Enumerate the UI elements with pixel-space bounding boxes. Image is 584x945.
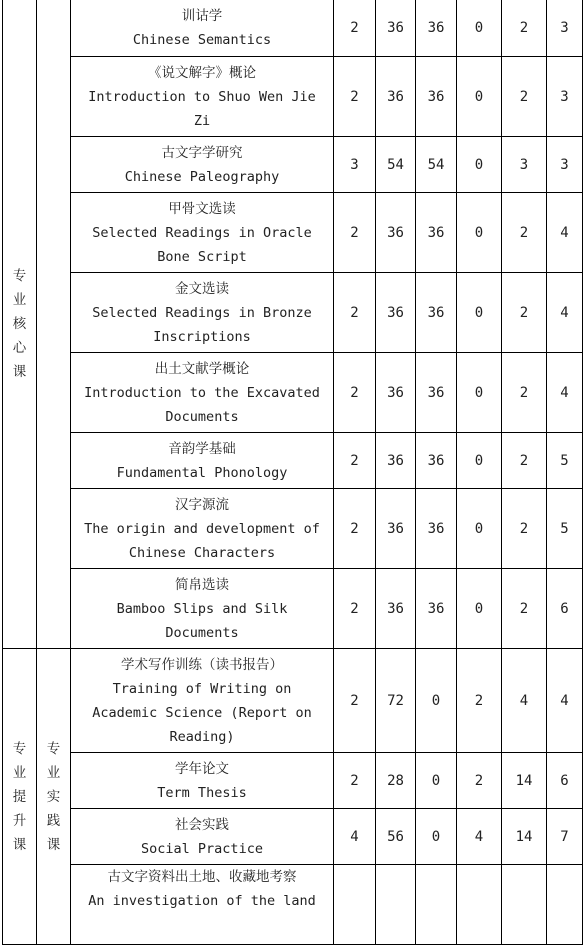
credits-cell: 2 xyxy=(334,193,376,273)
lecture-hours-cell: 36 xyxy=(416,489,457,569)
practice-hours-cell xyxy=(457,865,502,945)
lecture-hours-cell: 36 xyxy=(416,273,457,353)
weekly-hours-cell: 14 xyxy=(502,809,547,865)
course-name-cn: 社会实践 xyxy=(175,816,229,833)
category-cell-advanced xyxy=(3,649,37,945)
course-name-cn: 音韵学基础 xyxy=(168,440,236,457)
course-name-cell xyxy=(71,753,334,809)
course-name-en: Selected Readings in Bronze Inscriptions xyxy=(92,304,312,345)
category-cell-core xyxy=(3,0,37,649)
semester-cell: 5 xyxy=(547,433,583,489)
course-name-cell xyxy=(71,193,334,273)
course-name-en: Fundamental Phonology xyxy=(116,464,288,481)
course-name-cell xyxy=(71,0,334,57)
lecture-hours-cell: 0 xyxy=(416,753,457,809)
course-name-cell xyxy=(71,489,334,569)
total-hours-cell: 36 xyxy=(376,193,416,273)
semester-cell: 6 xyxy=(547,569,583,649)
semester-cell: 3 xyxy=(547,57,583,137)
table-row xyxy=(3,353,583,433)
table-row xyxy=(3,809,583,865)
course-name-cell xyxy=(71,649,334,753)
semester-cell: 7 xyxy=(547,809,583,865)
credits-cell: 2 xyxy=(334,649,376,753)
practice-hours-cell: 2 xyxy=(457,649,502,753)
total-hours-cell: 36 xyxy=(376,433,416,489)
table-row xyxy=(3,57,583,137)
credits-cell: 2 xyxy=(334,0,376,57)
credits-cell: 2 xyxy=(334,353,376,433)
table-row xyxy=(3,193,583,273)
total-hours-cell: 56 xyxy=(376,809,416,865)
credits-cell: 2 xyxy=(334,273,376,353)
subcategory-cell-practice xyxy=(37,649,71,945)
practice-hours-cell: 0 xyxy=(457,273,502,353)
course-name-cell xyxy=(71,57,334,137)
semester-cell: 3 xyxy=(547,137,583,193)
total-hours-cell: 72 xyxy=(376,649,416,753)
weekly-hours-cell: 2 xyxy=(502,433,547,489)
course-name-cn: 古文字资料出土地、收藏地考察 xyxy=(107,869,297,885)
course-name-cn: 汉字源流 xyxy=(175,496,229,513)
total-hours-cell: 28 xyxy=(376,753,416,809)
total-hours-cell xyxy=(376,865,416,945)
course-name-cn: 简帛选读 xyxy=(175,576,229,593)
lecture-hours-cell: 36 xyxy=(416,0,457,57)
weekly-hours-cell: 2 xyxy=(502,0,547,57)
weekly-hours-cell: 4 xyxy=(502,649,547,753)
course-name-cn: 训诂学 xyxy=(181,8,223,24)
table-row xyxy=(3,0,583,57)
table-row xyxy=(3,753,583,809)
semester-cell xyxy=(547,865,583,945)
weekly-hours-cell: 2 xyxy=(502,57,547,137)
course-name-en: Chinese Paleography xyxy=(124,168,280,185)
practice-hours-cell: 0 xyxy=(457,489,502,569)
course-name-en: Social Practice xyxy=(141,840,263,857)
weekly-hours-cell xyxy=(502,865,547,945)
practice-hours-cell: 2 xyxy=(457,753,502,809)
course-name-cell xyxy=(71,433,334,489)
category-label: 专业核心课 xyxy=(12,268,27,380)
course-name-en: Introduction to the Excavated Documents xyxy=(84,384,320,425)
weekly-hours-cell: 2 xyxy=(502,569,547,649)
table-row xyxy=(3,433,583,489)
semester-cell: 6 xyxy=(547,753,583,809)
practice-hours-cell: 0 xyxy=(457,569,502,649)
weekly-hours-cell: 2 xyxy=(502,193,547,273)
credits-cell: 2 xyxy=(334,753,376,809)
course-name-cell xyxy=(71,137,334,193)
course-name-cn: 金文选读 xyxy=(175,280,229,297)
practice-hours-cell: 0 xyxy=(457,57,502,137)
practice-hours-cell: 0 xyxy=(457,137,502,193)
course-name-cell xyxy=(71,273,334,353)
credits-cell: 2 xyxy=(334,57,376,137)
semester-cell: 5 xyxy=(547,489,583,569)
lecture-hours-cell: 36 xyxy=(416,569,457,649)
practice-hours-cell: 0 xyxy=(457,353,502,433)
practice-hours-cell: 0 xyxy=(457,0,502,57)
lecture-hours-cell: 36 xyxy=(416,433,457,489)
table-row xyxy=(3,489,583,569)
category-label: 专业提升课 xyxy=(12,740,27,853)
lecture-hours-cell: 36 xyxy=(416,57,457,137)
practice-hours-cell: 4 xyxy=(457,809,502,865)
lecture-hours-cell: 36 xyxy=(416,193,457,273)
lecture-hours-cell: 36 xyxy=(416,353,457,433)
lecture-hours-cell: 54 xyxy=(416,137,457,193)
lecture-hours-cell: 0 xyxy=(416,809,457,865)
curriculum-table xyxy=(2,0,583,945)
weekly-hours-cell: 2 xyxy=(502,353,547,433)
course-name-en: Chinese Semantics xyxy=(132,32,272,48)
total-hours-cell: 36 xyxy=(376,273,416,353)
course-name-cell xyxy=(71,809,334,865)
semester-cell: 4 xyxy=(547,649,583,753)
table-row xyxy=(3,865,583,945)
credits-cell: 3 xyxy=(334,137,376,193)
course-name-en: The origin and development of Chinese Characters xyxy=(84,520,320,561)
semester-cell: 4 xyxy=(547,273,583,353)
table-row xyxy=(3,137,583,193)
credits-cell: 2 xyxy=(334,433,376,489)
table-row xyxy=(3,569,583,649)
table-row xyxy=(3,649,583,753)
course-name-cn: 甲骨文选读 xyxy=(168,200,236,217)
course-name-cell xyxy=(71,353,334,433)
credits-cell: 4 xyxy=(334,809,376,865)
total-hours-cell: 36 xyxy=(376,57,416,137)
course-name-cn: 古文字学研究 xyxy=(161,144,243,161)
total-hours-cell: 36 xyxy=(376,353,416,433)
course-name-en: Training of Writing on Academic Science (Report on Reading) xyxy=(92,680,312,745)
course-name-cn: 出土文献学概论 xyxy=(154,360,250,377)
weekly-hours-cell: 2 xyxy=(502,489,547,569)
course-name-en: Bamboo Slips and Silk Documents xyxy=(116,600,288,641)
practice-hours-cell: 0 xyxy=(457,193,502,273)
credits-cell: 2 xyxy=(334,569,376,649)
course-name-en: Introduction to Shuo Wen Jie Zi xyxy=(88,88,316,129)
course-name-cell xyxy=(71,865,334,945)
course-name-cn: 学术写作训练（读书报告） xyxy=(121,656,283,673)
credits-cell: 2 xyxy=(334,489,376,569)
semester-cell: 3 xyxy=(547,0,583,57)
weekly-hours-cell: 2 xyxy=(502,273,547,353)
course-name-cn: 《说文解字》概论 xyxy=(148,64,256,81)
semester-cell: 4 xyxy=(547,193,583,273)
total-hours-cell: 54 xyxy=(376,137,416,193)
lecture-hours-cell: 0 xyxy=(416,649,457,753)
table-row xyxy=(3,273,583,353)
weekly-hours-cell: 14 xyxy=(502,753,547,809)
course-name-cn: 学年论文 xyxy=(175,760,229,777)
semester-cell: 4 xyxy=(547,353,583,433)
practice-hours-cell: 0 xyxy=(457,433,502,489)
course-name-en: Selected Readings in Oracle Bone Script xyxy=(92,224,312,265)
total-hours-cell: 36 xyxy=(376,0,416,57)
credits-cell xyxy=(334,865,376,945)
course-name-en: Term Thesis xyxy=(157,784,247,801)
total-hours-cell: 36 xyxy=(376,569,416,649)
total-hours-cell: 36 xyxy=(376,489,416,569)
subcategory-cell-empty xyxy=(37,0,71,649)
course-name-cell xyxy=(71,569,334,649)
course-name-en: An investigation of the land xyxy=(88,893,316,909)
lecture-hours-cell xyxy=(416,865,457,945)
subcategory-label: 专业实践课 xyxy=(46,740,61,853)
weekly-hours-cell: 3 xyxy=(502,137,547,193)
